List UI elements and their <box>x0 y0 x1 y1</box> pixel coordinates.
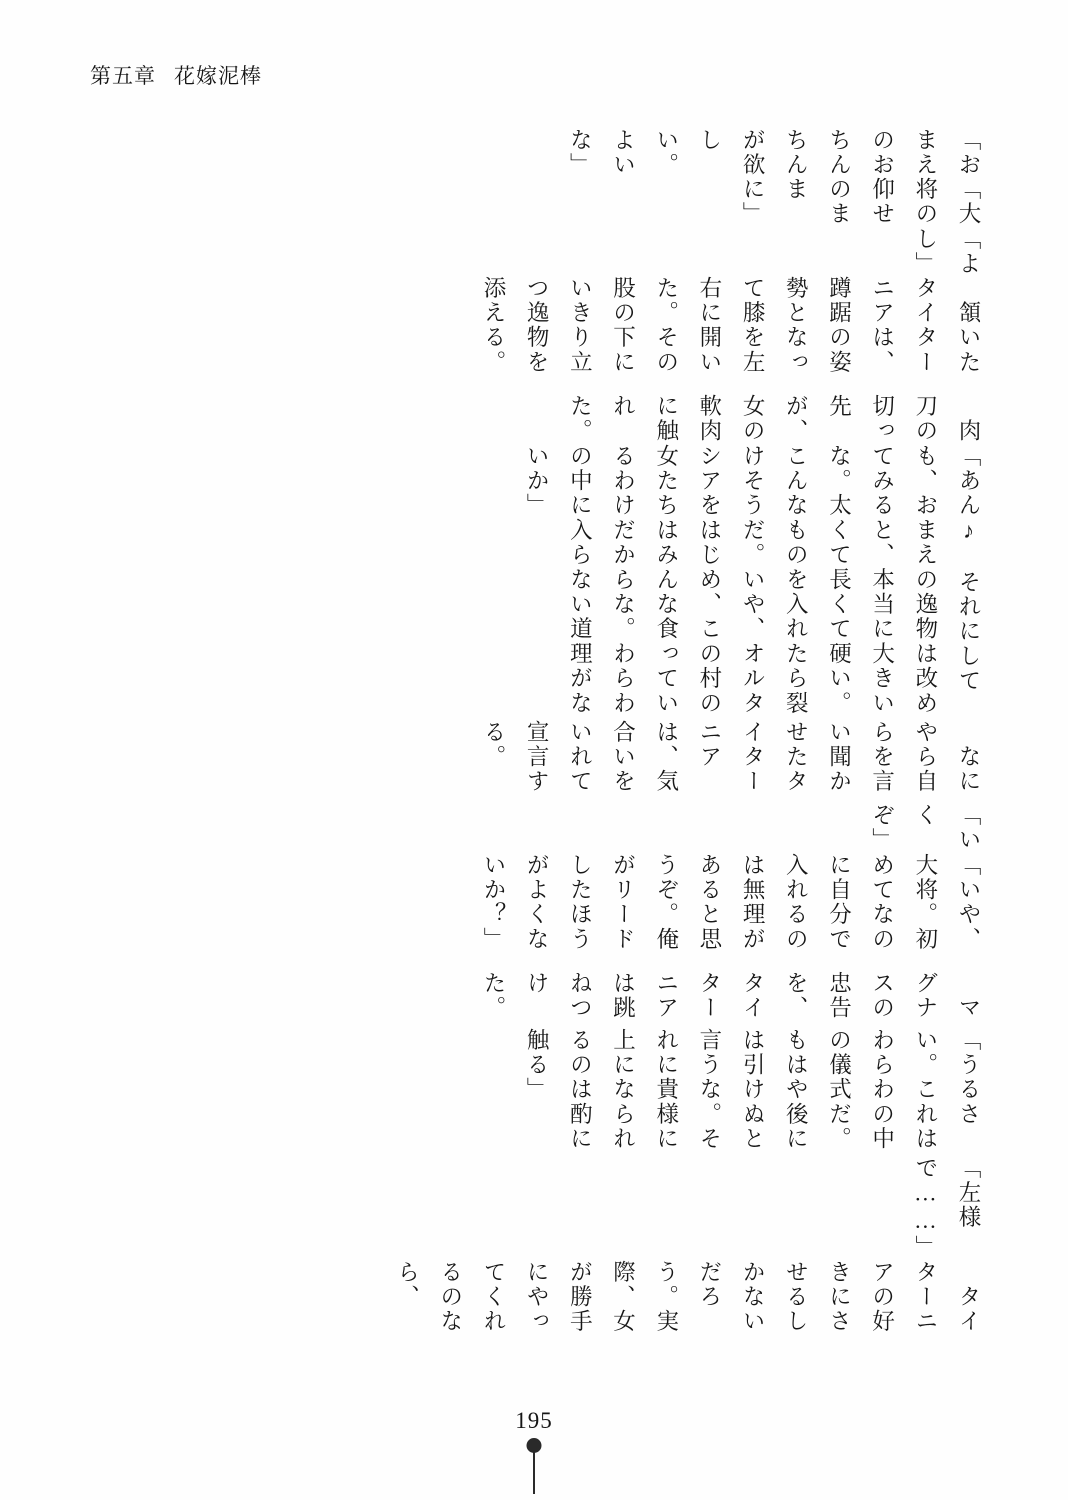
pin-mark-icon <box>526 1438 542 1494</box>
paragraph: 「よし」 <box>912 226 981 277</box>
pin-mark-dot <box>527 1438 542 1453</box>
pin-mark-stem <box>533 1452 535 1494</box>
paragraph: 「大将の仰せのままに」 <box>740 177 981 227</box>
paragraph: 「あん♪ それにしても、おまえの逸物は改めてみると、本当に大きいな。太くて長くて硬い。こんなものを入れたら裂けそうだ。いや、オルタシアをはじめ、この村の女たちはみんな食っているわけだからな。わらわの中に入らない道理がないか」 <box>524 443 981 716</box>
paragraph: 「おまえのおちんちんが欲しい。よいな」 <box>567 128 981 178</box>
body-text <box>130 128 990 1358</box>
paragraph: 「いや、大将。初めてなのに自分で入れるのは無理があると思うぞ。俺がリードしたほうがよくないか？」 <box>480 852 981 952</box>
running-head <box>90 60 262 90</box>
paragraph: 頷いたタイターニアは、蹲踞の姿勢となって膝を左右に開いた。その股の下にいきり立つ逸物を添える。 <box>480 276 981 376</box>
chapter-number: 第五章 <box>90 64 156 88</box>
paragraph: 「うるさい。これはわらわの中の儀式だ。もはや後には引けぬと言うな。それに貴様に上になられるのは酌に触る」 <box>524 1027 981 1152</box>
page-number: 195 <box>515 1408 553 1433</box>
paragraph: なにやら自らを言い聞かせたタイターニアは、気合いをいれて宣言する。 <box>480 719 981 794</box>
paragraph: 肉刀の切っ先が、女の軟肉に触れた。 <box>567 394 981 444</box>
paragraph: 「いくぞ」 <box>869 803 981 853</box>
paragraph: マグナスの忠告を、タイターニアは跳ねつけた。 <box>480 971 981 1021</box>
paragraph: タイターニアの好きにさせるしかないだろう。実際、女が勝手にやってくれるのなら、 <box>394 1259 981 1334</box>
chapter-title: 花嫁泥棒 <box>174 64 262 88</box>
paragraph: 「左様で……」 <box>912 1155 981 1260</box>
